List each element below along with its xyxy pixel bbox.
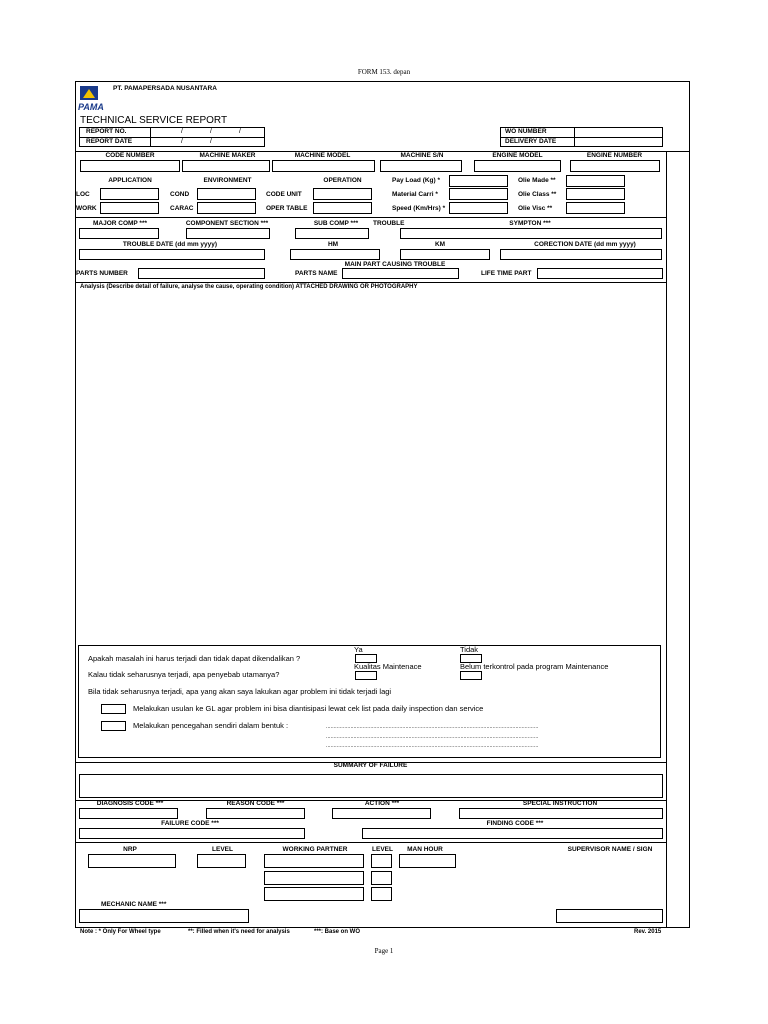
wo-number-label: WO NUMBER <box>505 128 547 135</box>
slash: / <box>210 138 212 145</box>
dots-line-3: ........................................................................................................................................... <box>326 743 539 749</box>
trouble-date-field[interactable] <box>79 249 265 260</box>
page-number: Page 1 <box>374 947 394 955</box>
slash: / <box>181 128 183 135</box>
reason-code-field[interactable] <box>206 808 305 819</box>
correction-date-field[interactable] <box>500 249 662 260</box>
supervisor-label: SUPERVISOR NAME / SIGN <box>567 846 653 853</box>
major-comp-field[interactable] <box>79 228 159 239</box>
component-section-field[interactable] <box>186 228 270 239</box>
option-2-label: Melakukan pencegahan sendiri dalam bentuk : <box>133 721 289 730</box>
sympton-field[interactable] <box>400 228 662 239</box>
company-name: PT. PAMAPERSADA NUSANTARA <box>113 85 217 92</box>
question-1: Apakah masalah ini harus terjadi dan tidak dapat dikendalikan ? <box>88 654 301 663</box>
olie-class-label: Olie Class ** <box>518 191 557 198</box>
nrp-field[interactable] <box>88 854 176 868</box>
kualitas-label: Kualitas Maintenace <box>354 662 422 671</box>
slash: / <box>210 128 212 135</box>
work-label: WORK <box>76 205 97 212</box>
diagnosis-code-field[interactable] <box>79 808 178 819</box>
carac-label: CARAC <box>170 205 194 212</box>
machine-maker-label: MACHINE MAKER <box>199 152 256 159</box>
life-time-part-field[interactable] <box>537 268 663 279</box>
q2-belum-checkbox[interactable] <box>460 671 482 680</box>
diagnosis-code-label: DIAGNOSIS CODE *** <box>96 800 164 807</box>
hm-label: HM <box>327 241 339 248</box>
form-code-label: FORM 153. depan <box>357 68 411 76</box>
trouble-label: TROUBLE <box>373 220 405 227</box>
olie-visc-field[interactable] <box>566 202 625 214</box>
material-carri-field[interactable] <box>449 188 508 200</box>
summary-label: SUMMARY OF FAILURE <box>333 762 408 769</box>
dots-line-2: ........................................................................................................................................... <box>326 734 539 740</box>
pama-logo <box>78 85 110 115</box>
olie-visc-label: Olie Visc ** <box>518 205 553 212</box>
sub-comp-label: SUB COMP *** <box>313 220 359 227</box>
belum-label: Belum terkontrol pada program Maintenance <box>460 662 609 671</box>
pay-load-field[interactable] <box>449 175 508 187</box>
form-title: TECHNICAL SERVICE REPORT <box>80 115 228 126</box>
dots-line-1: ........................................................................................................................................... <box>326 724 539 730</box>
working-partner-label: WORKING PARTNER <box>282 846 348 853</box>
finding-code-label: FINDING CODE *** <box>486 820 544 827</box>
rev-label: Rev. 2015 <box>634 929 662 935</box>
man-hour-label: MAN HOUR <box>407 846 443 853</box>
partner-2-level-field[interactable] <box>371 871 392 885</box>
life-time-part-label: LIFE TIME PART <box>481 270 532 277</box>
major-comp-label: MAJOR COMP *** <box>92 220 148 227</box>
partner-level-label: LEVEL <box>372 846 393 853</box>
finding-code-field[interactable] <box>362 828 663 839</box>
main-part-label: MAIN PART CAUSING TROUBLE <box>344 261 446 268</box>
right-margin-line <box>666 151 667 928</box>
correction-date-label: CORECTION DATE (dd mm yyyy) <box>534 241 636 248</box>
km-field[interactable] <box>400 249 490 260</box>
parts-number-field[interactable] <box>138 268 265 279</box>
logo-text: PAMA <box>78 102 104 112</box>
parts-name-label: PARTS NAME <box>295 270 338 277</box>
report-date-label: REPORT DATE <box>86 138 133 145</box>
loc-label: LOC <box>76 191 90 198</box>
nrp-label: NRP <box>123 846 137 853</box>
partner-1-manhour-field[interactable] <box>399 854 456 868</box>
supervisor-field[interactable] <box>556 909 663 923</box>
engine-number-field[interactable] <box>570 160 660 172</box>
work-field[interactable] <box>100 202 159 214</box>
special-instruction-label: SPECIAL INSTRUCTION <box>522 800 598 807</box>
component-section-label: COMPONENT SECTION *** <box>185 220 269 227</box>
summary-field[interactable] <box>79 774 663 798</box>
mechanic-name-label: MECHANIC NAME *** <box>101 901 167 908</box>
operation-label: OPERATION <box>323 177 362 184</box>
cond-label: COND <box>170 191 190 198</box>
tidak-label: Tidak <box>460 645 479 654</box>
code-unit-field[interactable] <box>313 188 372 200</box>
parts-number-label: PARTS NUMBER <box>76 270 128 277</box>
machine-model-field[interactable] <box>272 160 375 172</box>
note-1: Note : * Only For Wheel type <box>80 929 161 935</box>
code-number-field[interactable] <box>80 160 180 172</box>
application-label: APPLICATION <box>108 177 152 184</box>
cond-field[interactable] <box>197 188 256 200</box>
oper-table-field[interactable] <box>313 202 372 214</box>
sub-comp-field[interactable] <box>295 228 369 239</box>
partner-3-level-field[interactable] <box>371 887 392 901</box>
note-3: ***: Base on WO <box>314 929 361 935</box>
engine-number-label: ENGINE NUMBER <box>586 152 643 159</box>
parts-name-field[interactable] <box>342 268 459 279</box>
olie-made-label: Olie Made ** <box>518 177 556 184</box>
carac-field[interactable] <box>197 202 256 214</box>
environment-label: ENVIRONMENT <box>203 177 252 184</box>
partner-1-field[interactable] <box>264 854 364 868</box>
delivery-date-label: DELIVERY DATE <box>505 138 557 145</box>
material-carri-label: Material Carri * <box>392 191 438 198</box>
analysis-label: Analysis (Describe detail of failure, analyse the cause, operating condition) ATTACHED DRAWING OR PHOTOGRAPHY <box>80 284 418 290</box>
note-2: **: Filled when it's need for analysis <box>188 929 290 935</box>
machine-maker-field[interactable] <box>182 160 270 172</box>
olie-class-field[interactable] <box>566 188 625 200</box>
oper-table-label: OPER TABLE <box>266 205 308 212</box>
sympton-label: SYMPTON *** <box>509 220 551 227</box>
level-field[interactable] <box>197 854 246 868</box>
failure-code-label: FAILURE CODE *** <box>161 820 219 827</box>
engine-model-field[interactable] <box>474 160 561 172</box>
trouble-date-label: TROUBLE DATE (dd mm yyyy) <box>122 241 218 248</box>
reason-code-label: REASON CODE *** <box>226 800 285 807</box>
hm-field[interactable] <box>290 249 380 260</box>
analysis-area[interactable] <box>78 292 663 642</box>
partner-3-field[interactable] <box>264 887 364 901</box>
q2-kualitas-checkbox[interactable] <box>355 671 377 680</box>
code-number-label: CODE NUMBER <box>105 152 155 159</box>
code-unit-label: CODE UNIT <box>266 191 302 198</box>
machine-sn-field[interactable] <box>380 160 462 172</box>
speed-field[interactable] <box>449 202 508 214</box>
machine-model-label: MACHINE MODEL <box>294 152 351 159</box>
action-field[interactable] <box>332 808 431 819</box>
slash: / <box>239 128 241 135</box>
option-1-checkbox[interactable] <box>101 704 126 714</box>
km-label: KM <box>434 241 446 248</box>
olie-made-field[interactable] <box>566 175 625 187</box>
partner-2-field[interactable] <box>264 871 364 885</box>
pay-load-label: Pay Load (Kg) * <box>392 177 441 184</box>
question-3: Bila tidak seharusnya terjadi, apa yang akan saya lakukan agar problem ini tidak terjadi lagi <box>88 687 392 696</box>
report-no-label: REPORT NO. <box>86 128 127 135</box>
special-instruction-field[interactable] <box>459 808 663 819</box>
machine-sn-label: MACHINE S/N <box>400 152 444 159</box>
question-2: Kalau tidak seharusnya terjadi, apa penyebab utamanya? <box>88 670 280 679</box>
slash: / <box>181 138 183 145</box>
action-label: ACTION *** <box>364 800 400 807</box>
failure-code-field[interactable] <box>79 828 305 839</box>
level-label: LEVEL <box>212 846 233 853</box>
loc-field[interactable] <box>100 188 159 200</box>
speed-label: Speed (Km/Hrs) * <box>392 205 446 212</box>
partner-1-level-field[interactable] <box>371 854 392 868</box>
engine-model-label: ENGINE MODEL <box>492 152 543 159</box>
mechanic-name-field[interactable] <box>79 909 249 923</box>
ya-label: Ya <box>354 645 363 654</box>
option-2-checkbox[interactable] <box>101 721 126 731</box>
option-1-label: Melakukan usulan ke GL agar problem ini bisa diantisipasi lewat cek list pada daily inspection dan service <box>133 704 484 713</box>
